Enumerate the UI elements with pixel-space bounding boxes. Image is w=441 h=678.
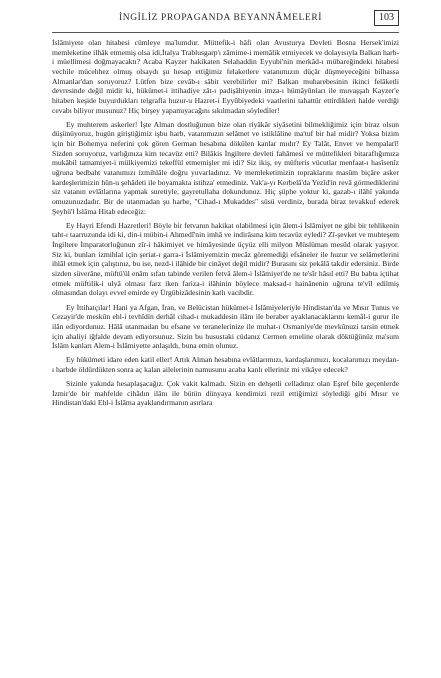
- paragraph: Ey muhterem askerler! İşte Alman dostluğunun bize olan riyâkâr siyâsetini bilmekliğimiz için biraz olsun düşünüyoruz, bugün giriştiğimiz işbu harb, vatanımızın selâmet ve istiklâline ma'tuf bir hal midir? Yoksa bizim için bir Bohemya neferini çok gören German hesabına dökülen kanlar mıdır? Ey Talât, Enver ve hempalarî! Sizden soruyoruz, varlığınıza kim tecavüz etti? Bilâkis İngiltere devleti fahâmesi ve müttefikleri bitaraflığımıza mukâbil tamamiyet-i mülkiyemizi tekeffül etmemişler mi idi? Siz ikiş, ey müfteris vücutlar menfaat-ı hasîsenîz uğruna bedbaht vatanımızı izmihlâle doğru yuvarladınız. Ve memleketimizin topraklarını masûm biçâre asker kardeşlerimizin hûn-u şehâdeti ile boyamakta istihza' etmediniz. Vak'a-yı Kerbelâ'da Yezîd'in revâ görmediklerini siz vatanın evlâtlarına yapmak suretiyle, gayretullaha dokundunuz. Hiç şüphe yoktur ki, gazab-ı ilâhî yakında omuzunuzdadır. Bir de utanmadan şu harbe, "Cihad-ı Mukaddes" süsü verdiniz, burada biraz tevakkuf ederek Şeyhü'l İslâma Hitab edeceğiz:: [52, 119, 399, 216]
- body-text: [52, 38, 399, 413]
- running-title: İNGİLİZ PROPAGANDA BEYANNÂMELERİ: [118, 13, 323, 23]
- paragraph: Ey hükümeti idare eden katil eller! Artık Alman hesabına evlâtlarımızı, kardaşlarımızı, kocalarımızı meydan-ı harbde öldürdükten sonra aç kalan ailelerinin namusunu acaba kanlı elleriniz mi vikâye edecek?: [52, 355, 399, 374]
- header-rule: [52, 32, 399, 33]
- paragraph: Ey Hayri Efendi Hazretleri! Böyle bir fetvanın hakikat olabilmesi için âlem-i İslâmiyet ne gibi bir tehlikenin taht-ı taarruzunda idi ki, din-i mübin-i Ahmedî'nin imhâ ve indirâsına kim tecavüz eyledi? Zî-şevket ve muhteşem İngiltere İmparatorluğunun zîr-i hâkimiyet ve himâyesinde üçyüz elli milyon Müslüman mesûd olarak yaşıyor. Siz ki, bunları izmihlal için şeriat-ı garra-i İslâmiyemizin mecâz göremediği efsâneler ile huzur ve selâmetlerini ihlâl etmek için çalıştınız, bu ise, nezd-i ilâhide bir cinâyet değil midir? Burasını siz pekâlâ takdir edersiniz. Birde sizden süverâne, müftü'ül enâm sıfatı tabinde verilen fetvâ âlem-i İslâmiyet'de ne te'sîr hâsıl etti? Bu babta içtihat etmek müftilik-i ulyâ olması farz iken fariza-i ilâhinin böylece maksad-ı hainânenin uğruna te'vîl edilmiş olmasından dolayı evvel emirde ey Ürgübizâdesinin katlı vacibdir.: [52, 220, 399, 298]
- paragraph: İslâmiyete olan hitabesi cümleye ma'lumdur. Müttefik-i hâfi olan Avusturya Devleti Bosna Hersek'imizi memleketine ilhâk etmemiş olsa idi,İtalya Trablusgarp'ı zâmime-i memâlik etmiyecek ve dolayısıyla Balkan harb-i müellimesi doğmayacaktı? Acaba Kayzer hakikaten Selahaddin Eyyubi'nin merkâd-ı mübareğindeki hitabesi vechile mücehhez olmuş olsaydı şu hesap ettiğimiz felaketlere vatanımızın düçâr düşmeyeceğini bilhassa Almanlar'dan soruyoruz? Lütfen bize cevâb-ı sâbit verebilirler mi? Balkan muharebesinin ikinci felâketli devresinde değil midir ki, hükümet-i ittihadiye zât-ı padişâhiyenin imza-ı hümâyûnları ile muvaşşah Kayzer'e hitaben keşide buyurdukları telgrafla huzur-u Hazret-i Eyyûbiyedeki vaatlerini tahattür ettirdikleri halde verdiği cevabı biliyor musunuz? Hiç birşey yapamıyacağını sıkılmadan söyledi̇ler!: [52, 38, 399, 115]
- paragraph: Ey İttihatçılar! Hani ya Afgan, İran, ve Belücistan hükümet-i İslâmiyeleriyle Hindistan'da ve Mısır Tunus ve Cezayir'de meskûn ehl-i tevhîdin derhâl cihad-ı mukaddesin ilânı ile beraber ayaklanacaklarını kemâl-i gurur ile ilân ediyordunuz. Hâlâ utanmadan bu efsane ve teranelerinize ile muhat-ı Osmaniye'de mevkûnuzi tarsin etmek için ahaliyi iğfalde devam ediyorsunuz. Sizin bu husustaki cüdanız Cermen emeline olarak döktüğünüz ma'sum İslâm kanları Alem-i İslâmiyette anlaşıldı, buna emin olunuz.: [52, 302, 399, 351]
- paragraph: Sizinle yakında hesaplaşacağız. Çok vakit kalmadı. Sizin en dehşetli celladınız olan Eşref bile geçenlerde İzmir'de bir mahfelde cihâdın ilânı ile bütün dünyaya kendimizi rezil ettiğimizi söylediği gibi Mısır ve Hindistan'daki Ehl-i İslâma ayaklandırmanın asırlara: [52, 379, 399, 408]
- page-number: 103: [374, 10, 399, 26]
- page-header: [0, 10, 441, 30]
